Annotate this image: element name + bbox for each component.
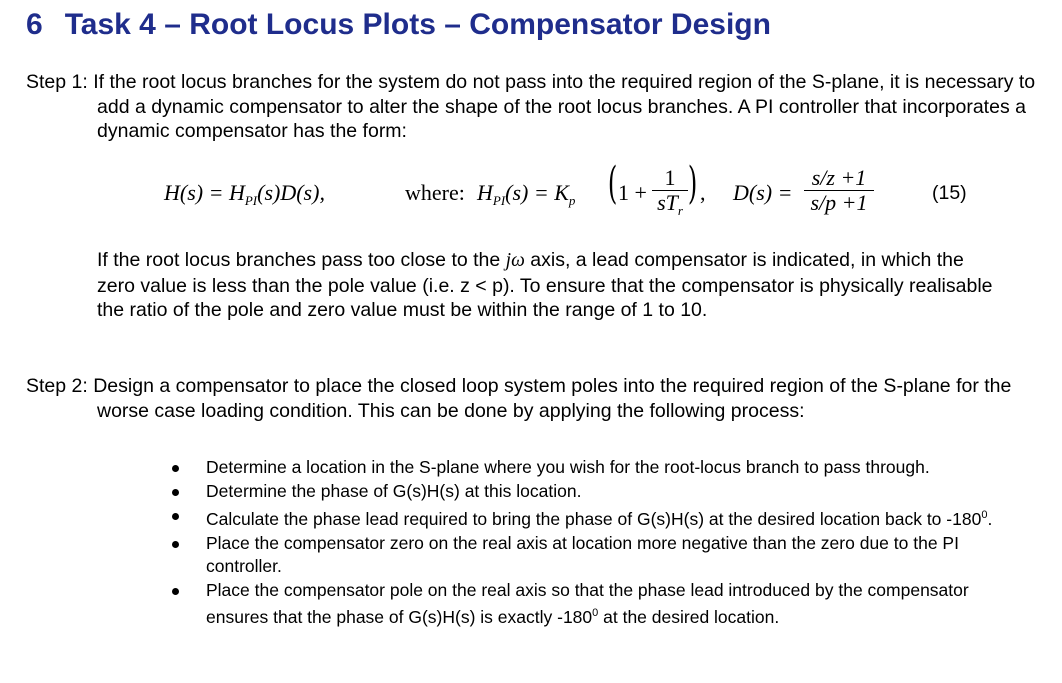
bullet-icon [172,588,179,595]
bullet-icon [172,489,179,496]
eq-comma: , [700,180,706,205]
bullet-icon [172,541,179,548]
eq-lhs: $H(s) = H_{PI}(s)D(s)$, [164,180,325,208]
j-omega-symbol: jω [505,250,525,271]
eq-fraction-1: 1 $sT_r$ [652,166,688,223]
bullet-icon [172,513,179,520]
process-bullet-list [0,456,1062,630]
list-item: Determine a location in the S-plane where you wish for the root-locus branch to pass through. [0,456,996,479]
eq-right-paren: ) [687,158,698,209]
equation-15 [0,160,1062,230]
section-number: 6 [26,8,43,41]
lead-compensator-paragraph: If the root locus branches pass too close to the jω axis, a lead compensator is indicated, in which the zero value is less than the pole value (i.e. z < p). To ensure that the compensator is physically realisable the ratio of the pole and zero value must be within the range of 1 to 10. [97,249,993,321]
step-2-paragraph [26,374,1062,423]
eq-d-lhs: D(s) = [733,180,793,205]
step-1-label: Step 1: [26,71,88,93]
bullet-icon [172,465,179,472]
equation-number: (15) [932,182,967,204]
eq-hpi: $H_{PI}(s) = K_p$ [477,180,576,208]
list-item: Place the compensator zero on the real axis at location more negative than the zero due to the PI controller. [0,532,996,578]
step-2-label: Step 2: [26,375,88,397]
step-1-text: If the root locus branches for the system do not pass into the required region of the S-plane, it is necessary to add a dynamic compensator to alter the shape of the root locus branches. A PI controller that incorporates a dynamic compensator has the form: [93,71,1036,142]
section-heading [26,8,771,42]
list-item: Calculate the phase lead required to bring the phase of G(s)H(s) at the desired location back to $-180^0$. [0,504,996,531]
list-item: Place the compensator pole on the real axis so that the phase lead introduced by the compensator ensures that the phase of G(s)H(s) is exactly $-180^0$ at the desired location. [0,579,996,629]
eq-left-paren: ( [607,158,618,209]
list-item: Determine the phase of G(s)H(s) at this location. [0,480,996,503]
step-2-text: Design a compensator to place the closed loop system poles into the required region of the S-plane for the worse case loading condition. This can be done by applying the following process: [93,375,1012,422]
eq-one-plus: 1 + [618,180,647,205]
section-title: Task 4 – Root Locus Plots – Compensator Design [64,8,771,41]
eq-fraction-2: s/z +1 s/p +1 [804,166,874,215]
step-1-paragraph [26,70,1047,144]
eq-where: where: [405,180,465,205]
